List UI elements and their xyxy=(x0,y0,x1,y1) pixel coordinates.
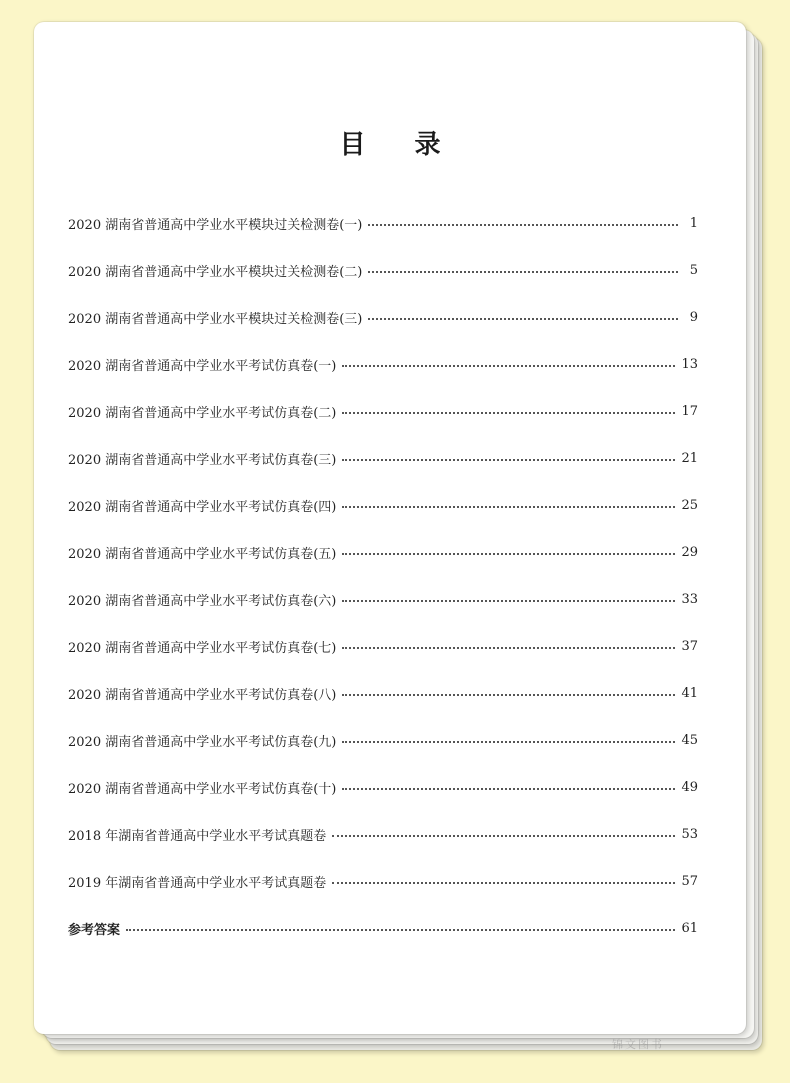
toc-entry-page-number: 17 xyxy=(681,404,698,419)
watermark: 锦文图书 xyxy=(612,1038,664,1051)
toc-entry-title: 2020 湖南省普通高中学业水平考试仿真卷(八) xyxy=(68,688,337,703)
toc-entry-title: 2020 湖南省普通高中学业水平模块过关检测卷(三) xyxy=(68,312,363,327)
toc-entry-page-number: 1 xyxy=(689,216,698,231)
dot-leader xyxy=(342,694,675,696)
dot-leader xyxy=(332,882,675,884)
toc-list xyxy=(68,200,698,952)
toc-entry[interactable] xyxy=(68,388,698,435)
dot-leader xyxy=(342,365,675,367)
toc-entry[interactable] xyxy=(68,576,698,623)
toc-entry[interactable] xyxy=(68,482,698,529)
dot-leader xyxy=(332,835,675,837)
toc-entry[interactable] xyxy=(68,858,698,905)
toc-entry-title: 2020 湖南省普通高中学业水平考试仿真卷(一) xyxy=(68,359,337,374)
toc-entry[interactable] xyxy=(68,247,698,294)
toc-entry-page-number: 13 xyxy=(681,357,698,372)
toc-entry[interactable] xyxy=(68,670,698,717)
toc-entry-page-number: 21 xyxy=(681,451,698,466)
toc-entry-title: 2019 年湖南省普通高中学业水平考试真题卷 xyxy=(68,876,327,891)
document-page xyxy=(34,22,746,1034)
toc-entry[interactable] xyxy=(68,717,698,764)
toc-entry-title: 2020 湖南省普通高中学业水平考试仿真卷(六) xyxy=(68,594,337,609)
toc-entry-page-number: 29 xyxy=(681,545,698,560)
dot-leader xyxy=(368,318,678,320)
toc-entry-title: 2020 湖南省普通高中学业水平考试仿真卷(九) xyxy=(68,735,337,750)
toc-entry-title: 2018 年湖南省普通高中学业水平考试真题卷 xyxy=(68,829,327,844)
dot-leader xyxy=(342,459,675,461)
toc-entry-page-number: 37 xyxy=(681,639,698,654)
toc-entry-title: 2020 湖南省普通高中学业水平考试仿真卷(五) xyxy=(68,547,337,562)
toc-entry[interactable] xyxy=(68,623,698,670)
toc-entry-page-number: 45 xyxy=(681,733,698,748)
dot-leader xyxy=(342,553,675,555)
toc-entry-page-number: 9 xyxy=(689,310,698,325)
dot-leader xyxy=(342,412,675,414)
toc-entry-title: 参考答案 xyxy=(68,923,121,938)
toc-entry-page-number: 33 xyxy=(681,592,698,607)
toc-entry-title: 2020 湖南省普通高中学业水平模块过关检测卷(一) xyxy=(68,218,363,233)
toc-entry[interactable] xyxy=(68,764,698,811)
toc-entry-page-number: 41 xyxy=(681,686,698,701)
toc-entry-page-number: 53 xyxy=(681,827,698,842)
toc-entry-page-number: 57 xyxy=(681,874,698,889)
toc-title: 目 录 xyxy=(339,130,461,160)
toc-entry-page-number: 61 xyxy=(681,921,698,936)
dot-leader xyxy=(342,741,675,743)
dot-leader xyxy=(342,600,675,602)
toc-entry[interactable] xyxy=(68,341,698,388)
toc-entry-title: 2020 湖南省普通高中学业水平考试仿真卷(四) xyxy=(68,500,337,515)
toc-entry-page-number: 49 xyxy=(681,780,698,795)
toc-entry-title: 2020 湖南省普通高中学业水平考试仿真卷(三) xyxy=(68,453,337,468)
toc-entry[interactable] xyxy=(68,811,698,858)
toc-entry[interactable] xyxy=(68,905,698,952)
dot-leader xyxy=(368,271,678,273)
dot-leader xyxy=(368,224,678,226)
toc-entry-title: 2020 湖南省普通高中学业水平考试仿真卷(十) xyxy=(68,782,337,797)
toc-entry-page-number: 25 xyxy=(681,498,698,513)
dot-leader xyxy=(342,647,675,649)
toc-entry-title: 2020 湖南省普通高中学业水平模块过关检测卷(二) xyxy=(68,265,363,280)
toc-entry[interactable] xyxy=(68,294,698,341)
toc-entry[interactable] xyxy=(68,435,698,482)
dot-leader xyxy=(342,788,675,790)
toc-entry-title: 2020 湖南省普通高中学业水平考试仿真卷(七) xyxy=(68,641,337,656)
toc-entry-title: 2020 湖南省普通高中学业水平考试仿真卷(二) xyxy=(68,406,337,421)
toc-entry[interactable] xyxy=(68,529,698,576)
toc-entry[interactable] xyxy=(68,200,698,247)
dot-leader xyxy=(126,929,675,931)
toc-entry-page-number: 5 xyxy=(689,263,698,278)
dot-leader xyxy=(342,506,675,508)
